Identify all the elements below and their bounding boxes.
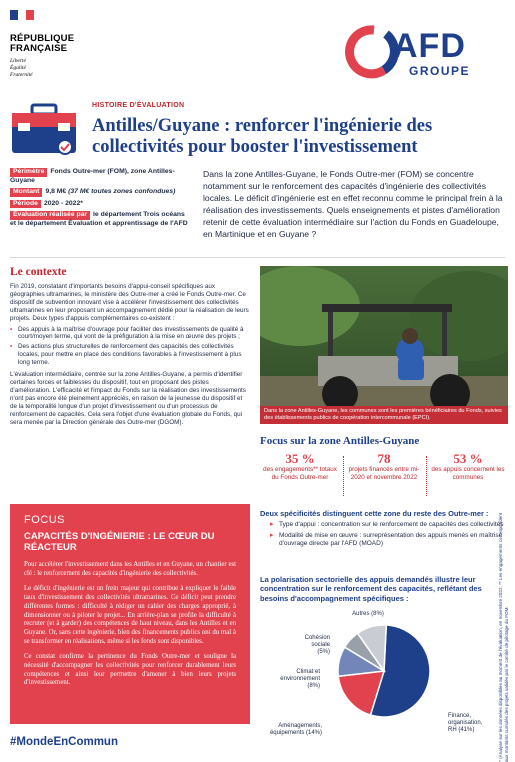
- tractor-photo: [260, 266, 508, 421]
- focus-box: [10, 504, 250, 724]
- focus-paragraph: Pour accélérer l'investissement dans les Antilles et en Guyane, un chantier est clé : le renforcement des capacités d'ingénierie des collectivités.: [24, 561, 236, 577]
- info-montant: Montant 9,8 M€ (37 M€ toutes zones confondues): [10, 188, 190, 197]
- stat-projets: 78 projets financés entre mi-2020 et novembre 2022: [348, 451, 420, 481]
- context-bullets: [10, 326, 250, 368]
- list-item: ▸ Type d'appui : concentration sur le renforcement de capacités des collectivités: [270, 521, 504, 529]
- focus-paragraph: Ce constat confirme la pertinence du Fonds Outre-mer et souligne la nécessité d'accompagner les collectivités pour renforcer durablement leurs compétences et ainsi leur permettre d'amener à bien leurs projets d'investissement.: [24, 653, 236, 687]
- intro-paragraph: Dans la zone Antilles-Guyane, le Fonds Outre-mer (FOM) se concentre notamment sur le renforcement des capacités d'ingénierie des collectivités locales. Le déficit d'ingénierie est en effet reconnu comme le principal frein à la réalisation des investissements. Quels enseignements et pistes d'amélioration retenir de cette évaluation intermédiaire sur l'action du Fonds en Guadeloupe, en Martinique et en Guyane ?: [203, 169, 503, 239]
- info-panel: [10, 168, 190, 232]
- focus-paragraph: Le déficit d'ingénierie est un frein majeur qui contribue à expliquer le faible taux d'investissement des collectivités ultramarines. Ce déficit peut prendre différentes formes : difficulté à rédiger un cahier des charges approprié, à dimensionner ou à piloter le projet... En arrière-plan se profile la difficulté à recruter (et à garder) des compétences de haut niveau, dans les Antilles et en Guyane. Or, sans cette ingénierie, bien des financements publics ont du mal à se transformer en réalisations, même si les fonds sont disponibles.: [24, 585, 236, 645]
- polarisation-text: La polarisation sectorielle des appuis demandés illustre leur concentration sur le renforcement des capacités, reflétant des besoins d'accompagnement spécifiques :: [260, 575, 482, 603]
- sector-pie-chart: [260, 605, 508, 755]
- photo-caption: Dans la zone Antilles-Guyane, les communes sont les premières bénéficiaires du Fonds, suivies des établissements publics de coopération intercommunale (EPCI).: [260, 406, 508, 424]
- footnote-vertical: * (Analyse sur les données disponibles au moment de l'évaluation, en novembre 2022. ** Les engagements correspondent aux montants cumulés des projets validés par le comité de pilotage du FOM.: [498, 512, 509, 762]
- hashtag: #MondeEnCommun: [10, 736, 118, 748]
- republique-francaise-name: RÉPUBLIQUE FRANÇAISE: [10, 33, 75, 54]
- info-periode: Période 2020 - 2022*: [10, 200, 190, 209]
- info-evaluation: Évaluation réalisée par le département Trois océans et le département Évaluation et apprentissage de l'AFD: [10, 211, 188, 227]
- briefcase-icon: [10, 103, 80, 155]
- specificities-list: [270, 521, 504, 550]
- context-body: Fin 2019, constatant d'importants besoins d'appui-conseil spécifiques aux géographies ultramarines, le ministère des Outre-mer a créé le Fonds Outre-mer. Ce dispositif de subvention innovant vise à accélérer l'investissement des collectivités ultramarines en leur proposant un accompagnement dédié pour la réalisation de leurs projets. Deux types d'appuis complémentaires co-existent : • Des appuis à la maîtrise d'ouvrage pour faciliter des investissements de qualité à court/moyen terme, qui vont de la préfiguration à la mise en œuvre des projets ; • Des actions plus structurelles de renforcement des capacités des collectivités locales, pour mettre en place des conditions favorables à l'investissement à plus long terme. L'évaluation intermédiaire, centrée sur la zone Antilles-Guyane, a permis d'identifier certaines forces et faiblesses du dispositif, tout en proposant des pistes d'amélioration. L'efficacité et l'impact du Fonds sur la réalisation des investissements n'ont pas encore été pleinement appréciés, en raison de la jeunesse du dispositif et de la temporalité longue d'un projet d'investissement ou d'un processus de renforcement de capacités. Cela sera l'objet d'une évaluation globale du Fonds, qui sera menée par la Direction générale des Outre-mer (DGOM).: [10, 283, 250, 429]
- pie-slice-label: Autres (8%): [352, 611, 384, 617]
- marianne-flag-icon: [10, 10, 34, 20]
- eyebrow-label: HISTOIRE D'ÉVALUATION: [92, 102, 185, 109]
- focus-tag: FOCUS: [24, 514, 65, 526]
- page-title: Antilles/Guyane : renforcer l'ingénierie des collectivités pour booster l'investissement: [92, 116, 433, 157]
- pie-slice-label: Finance, organisation, RH (41%): [448, 713, 483, 733]
- afd-logo-group: GROUPE: [409, 64, 471, 78]
- section-divider: [10, 257, 505, 258]
- pie-slice-label: Cohésion sociale (5%): [304, 635, 330, 655]
- stat-divider: [426, 456, 427, 496]
- republic-motto: Liberté Égalité Fraternité: [10, 58, 33, 78]
- list-item: ▸ Modalité de mise en œuvre : surreprésentation des appuis menés en maîtrise d'ouvrage directe par l'AFD (MOAD): [270, 532, 504, 548]
- specificities-title: Deux spécificités distinguent cette zone du reste des Outre-mer :: [260, 509, 489, 518]
- pie-slice-label: Climat et environnement (8%): [280, 669, 320, 689]
- context-title: Le contexte: [10, 266, 67, 278]
- list-item: • Des appuis à la maîtrise d'ouvrage pour faciliter des investissements de qualité à court/moyen terme, qui vont de la préfiguration à la mise en œuvre des projets ;: [10, 326, 250, 342]
- key-figures: [260, 452, 508, 504]
- list-item: • Des actions plus structurelles de renforcement des capacités des collectivités locales, pour mettre en place des conditions favorables à l'investissement à plus long terme.: [10, 343, 250, 367]
- focus-zone-title: Focus sur la zone Antilles-Guyane: [260, 435, 420, 447]
- pie-slice-label: Aménagements, équipements (14%): [269, 723, 322, 736]
- info-perimetre: Périmètre Fonds Outre-mer (FOM), zone Antilles-Guyane: [10, 168, 175, 184]
- stat-engagements: 35 % des engagements** totaux du Fonds Outre-mer: [263, 451, 337, 481]
- stat-communes: 53 % des appuis concernent les communes: [431, 451, 505, 481]
- afd-logo-text: AFD: [393, 27, 466, 65]
- focus-heading: CAPACITÉS D'INGÉNIERIE : LE CŒUR DU RÉACTEUR: [24, 531, 215, 553]
